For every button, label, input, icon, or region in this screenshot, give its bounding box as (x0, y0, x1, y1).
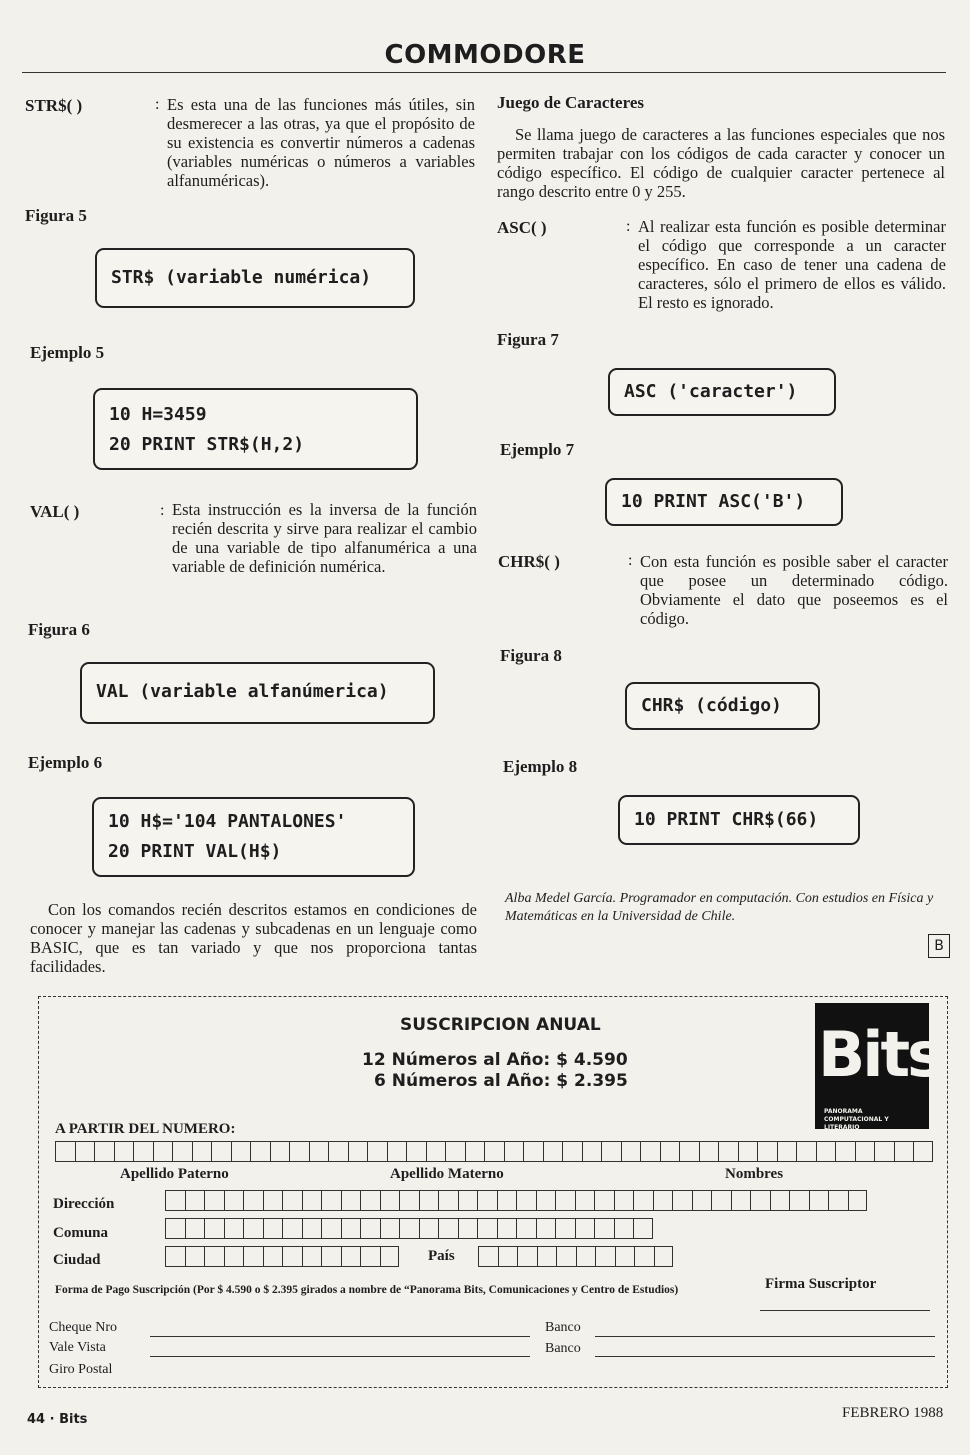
header-rule (22, 72, 946, 73)
ejemplo-8-code-box (618, 795, 860, 845)
vale-vista-label: Vale Vista (49, 1340, 106, 1355)
figura-6-code-box: VAL (variable alfanúmerica) (80, 662, 435, 724)
comuna-boxes[interactable] (165, 1218, 653, 1239)
ejemplo-6-label: Ejemplo 6 (28, 753, 103, 772)
cheque-line (150, 1336, 530, 1337)
pais-label: País (428, 1248, 455, 1264)
vale-line (150, 1356, 530, 1357)
end-mark: B (928, 934, 950, 958)
ciudad-boxes[interactable] (165, 1246, 399, 1267)
code-line: 10 PRINT CHR$(66) (634, 809, 819, 830)
pais-boxes[interactable] (478, 1246, 673, 1267)
ejemplo-7-code-box (605, 478, 843, 526)
val-function-label: VAL( ) (30, 502, 80, 521)
section-intro: Se llama juego de caracteres a las funciones especiales que nos permiten trabajar con los códigos de cada caracter y conocer un código específico. El código de cualquier caracter pertenece al rango descrito entre 0 y 255. (497, 125, 945, 201)
code-line: 10 PRINT ASC('B') (621, 491, 806, 512)
ejemplo-5-code-box (93, 388, 418, 470)
forma-pago-note: Forma de Pago Suscripción (Por $ 4.590 o $ 2.395 girados a nombre de “Panorama Bits, Comunicaciones y Centro de Estudios) (55, 1284, 679, 1296)
asc-function-label: ASC( ) (497, 218, 547, 237)
footer-page: 44 · Bits (27, 1412, 88, 1427)
banco-line-1 (595, 1336, 935, 1337)
val-description: Esta instrucción es la inversa de la función recién descrita y sirve para realizar el cambio de una variable de tipo alfanumérica a una variable de definición numérica. (172, 500, 477, 576)
closing-paragraph: Con los comandos recién descritos estamos en condiciones de conocer y manejar las cadenas y subcadenas en un lenguaje como BASIC, que es tan variado y que nos proporciona tantas facilidades. (30, 900, 477, 976)
price-12: 12 Números al Año: $ 4.590 (362, 1050, 628, 1070)
author-note: Alba Medel García. Programador en computación. Con estudios en Física y Matemáticas en la Universidad de Chile. (505, 891, 934, 924)
ejemplo-7-label: Ejemplo 7 (500, 440, 575, 459)
str-description: Es esta una de las funciones más útiles, sin desmerecer a las otras, ya que el propósito de su existencia es convertir números a cadenas (variables numéricas o números a variables alfanuméricas). (167, 95, 475, 190)
from-number-label: A PARTIR DEL NUMERO: (55, 1121, 236, 1137)
ejemplo-8-label: Ejemplo 8 (503, 757, 578, 776)
firma-label: Firma Suscriptor (765, 1276, 877, 1292)
section-title: Juego de Caracteres (497, 93, 644, 112)
colon: : (155, 96, 160, 113)
figura-8-label: Figura 8 (500, 646, 562, 665)
banco-line-2 (595, 1356, 935, 1357)
firma-line (760, 1310, 930, 1311)
chr-description: Con esta función es posible saber el caracter que posee un determinado código. Obviamente el dato que poseemos es el código. (640, 552, 948, 628)
giro-postal-label: Giro Postal (49, 1362, 113, 1377)
apellido-paterno-label: Apellido Paterno (120, 1166, 229, 1182)
figura-5-code-box: STR$ (variable numérica) (95, 248, 415, 308)
str-function-label: STR$( ) (25, 96, 83, 115)
figura-7-label: Figura 7 (497, 330, 559, 349)
cheque-label: Cheque Nro (49, 1320, 118, 1335)
banco-label-2: Banco (545, 1341, 581, 1356)
page-header-title: COMMODORE (384, 40, 586, 70)
ejemplo-5-label: Ejemplo 5 (30, 343, 105, 362)
figura-7-code-box: ASC ('caracter') (608, 368, 836, 416)
colon: : (160, 502, 165, 519)
ejemplo-6-code-box (92, 797, 415, 877)
comuna-label: Comuna (53, 1225, 109, 1241)
direccion-label: Dirección (53, 1196, 115, 1212)
nombres-label: Nombres (725, 1166, 784, 1182)
asc-description: Al realizar esta función es posible determinar el código que corresponde a un caracter específico. En caso de tener una cadena de caracteres, sólo el primero de ellos es válido. El resto es ignorado. (638, 217, 946, 312)
colon: : (626, 218, 631, 235)
bits-logo-word: Bits (818, 1018, 942, 1091)
colon: : (628, 552, 633, 569)
name-boxes[interactable] (55, 1141, 933, 1162)
price-6: 6 Números al Año: $ 2.395 (374, 1071, 628, 1091)
ciudad-label: Ciudad (53, 1252, 101, 1268)
figura-8-code-box: CHR$ (código) (625, 682, 820, 730)
code-line: 20 PRINT VAL(H$) (108, 841, 282, 862)
logo-sub: PANORAMA (824, 1108, 863, 1115)
bits-logo (815, 1003, 942, 1131)
code-line: 20 PRINT STR$(H,2) (109, 434, 305, 455)
direccion-boxes[interactable] (165, 1190, 867, 1211)
banco-label-1: Banco (545, 1320, 581, 1335)
footer-date: FEBRERO 1988 (842, 1405, 944, 1421)
figura-6-label: Figura 6 (28, 620, 90, 639)
apellido-materno-label: Apellido Materno (390, 1166, 504, 1182)
chr-function-label: CHR$( ) (498, 552, 560, 571)
code-line: 10 H$='104 PANTALONES' (108, 811, 347, 832)
subscription-title: SUSCRIPCION ANUAL (400, 1015, 601, 1035)
logo-sub: COMPUTACIONAL Y LITERARIO (824, 1116, 889, 1131)
figura-5-label: Figura 5 (25, 206, 87, 225)
code-line: 10 H=3459 (109, 404, 207, 425)
